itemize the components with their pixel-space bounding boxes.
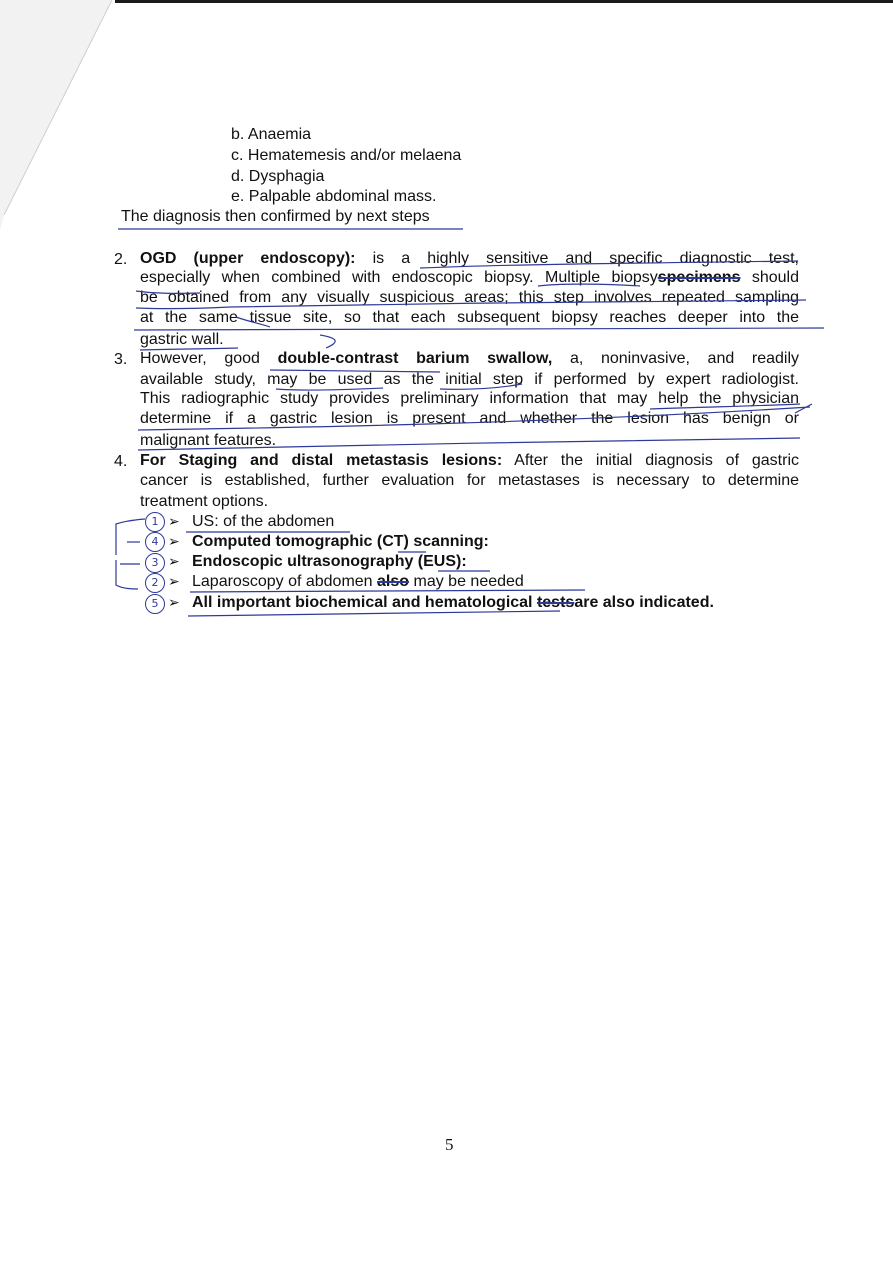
item-4-line-1: For Staging and distal metastasis lesions: After the initial diagnosis of gastric xyxy=(140,452,800,469)
struck-word: specimens xyxy=(657,269,741,286)
struck-word: tests xyxy=(536,594,575,611)
item-3-line-1: However, good double-contrast barium swallow, a, noninvasive, and readily xyxy=(140,350,800,367)
arrow-bullet-icon: ➢ xyxy=(168,514,180,530)
item-2-line-5: gastric wall. xyxy=(140,331,224,348)
handwritten-number-circle: 3 xyxy=(145,553,165,573)
item-2-line-1: OGD (upper endoscopy): is a highly sensitive and specific diagnostic test, xyxy=(140,250,799,267)
bullet-laparoscopy: Laparoscopy of abdomen also may be needed xyxy=(192,573,524,590)
arrow-bullet-icon: ➢ xyxy=(168,574,180,590)
struck-word: also xyxy=(377,573,410,590)
item-4-line-3: treatment options. xyxy=(140,493,269,510)
handwritten-number-circle: 1 xyxy=(145,512,165,532)
handwritten-number-circle: 5 xyxy=(145,594,165,614)
symptom-b: b. Anaemia xyxy=(231,126,312,143)
symptom-d: d. Dysphagia xyxy=(231,168,325,185)
item-3-term: double-contrast barium swallow, xyxy=(277,350,553,367)
bullet-eus: Endoscopic ultrasonography (EUS): xyxy=(192,553,467,570)
scan-fold-shadow xyxy=(0,0,120,230)
bullet-ct-scan: Computed tomographic (CT) scanning: xyxy=(192,533,489,550)
item-4-number: 4. xyxy=(114,453,128,470)
item-3-line-3: This radiographic study provides preliminary information that may help the physician xyxy=(140,390,799,407)
arrow-bullet-icon: ➢ xyxy=(168,595,180,611)
item-2-line-2: especially when combined with endoscopic biopsy. Multiple biopsyspecimens should xyxy=(140,269,799,286)
item-3-line-4: determine if a gastric lesion is present and whether the lesion has benign or xyxy=(140,410,799,427)
item-3-line-2: available study, may be used as the initial step if performed by expert radiologist. xyxy=(140,371,799,388)
arrow-bullet-icon: ➢ xyxy=(168,554,180,570)
handwritten-number-circle: 2 xyxy=(145,573,165,593)
item-3-line-5: malignant features. xyxy=(140,432,277,449)
item-4-line-2: cancer is established, further evaluation for metastases is necessary to determine xyxy=(140,472,799,489)
bullet-lab-tests: All important biochemical and hematological testsare also indicated. xyxy=(192,594,714,611)
ink-bracket xyxy=(116,560,138,589)
diagnosis-intro: The diagnosis then confirmed by next steps xyxy=(121,208,430,225)
arrow-bullet-icon: ➢ xyxy=(168,534,180,550)
page-number: 5 xyxy=(445,1135,454,1154)
item-3-number: 3. xyxy=(114,351,128,368)
ink-bracket xyxy=(116,519,145,555)
handwritten-number-circle: 4 xyxy=(145,532,165,552)
bullet-ultrasound: US: of the abdomen xyxy=(192,513,335,530)
scan-top-edge xyxy=(115,0,893,3)
item-2-line-4: at the same tissue site, so that each subsequent biopsy reaches deeper into the xyxy=(140,309,799,326)
item-2-line-3: be obtained from any visually suspicious areas; this step involves repeated sampling xyxy=(140,289,799,306)
symptom-c: c. Hematemesis and/or melaena xyxy=(231,147,462,164)
item-2-number: 2. xyxy=(114,251,128,268)
item-4-term: For Staging and distal metastasis lesions: xyxy=(140,452,503,469)
symptom-e: e. Palpable abdominal mass. xyxy=(231,188,437,205)
item-2-term: OGD (upper endoscopy): xyxy=(140,250,356,267)
